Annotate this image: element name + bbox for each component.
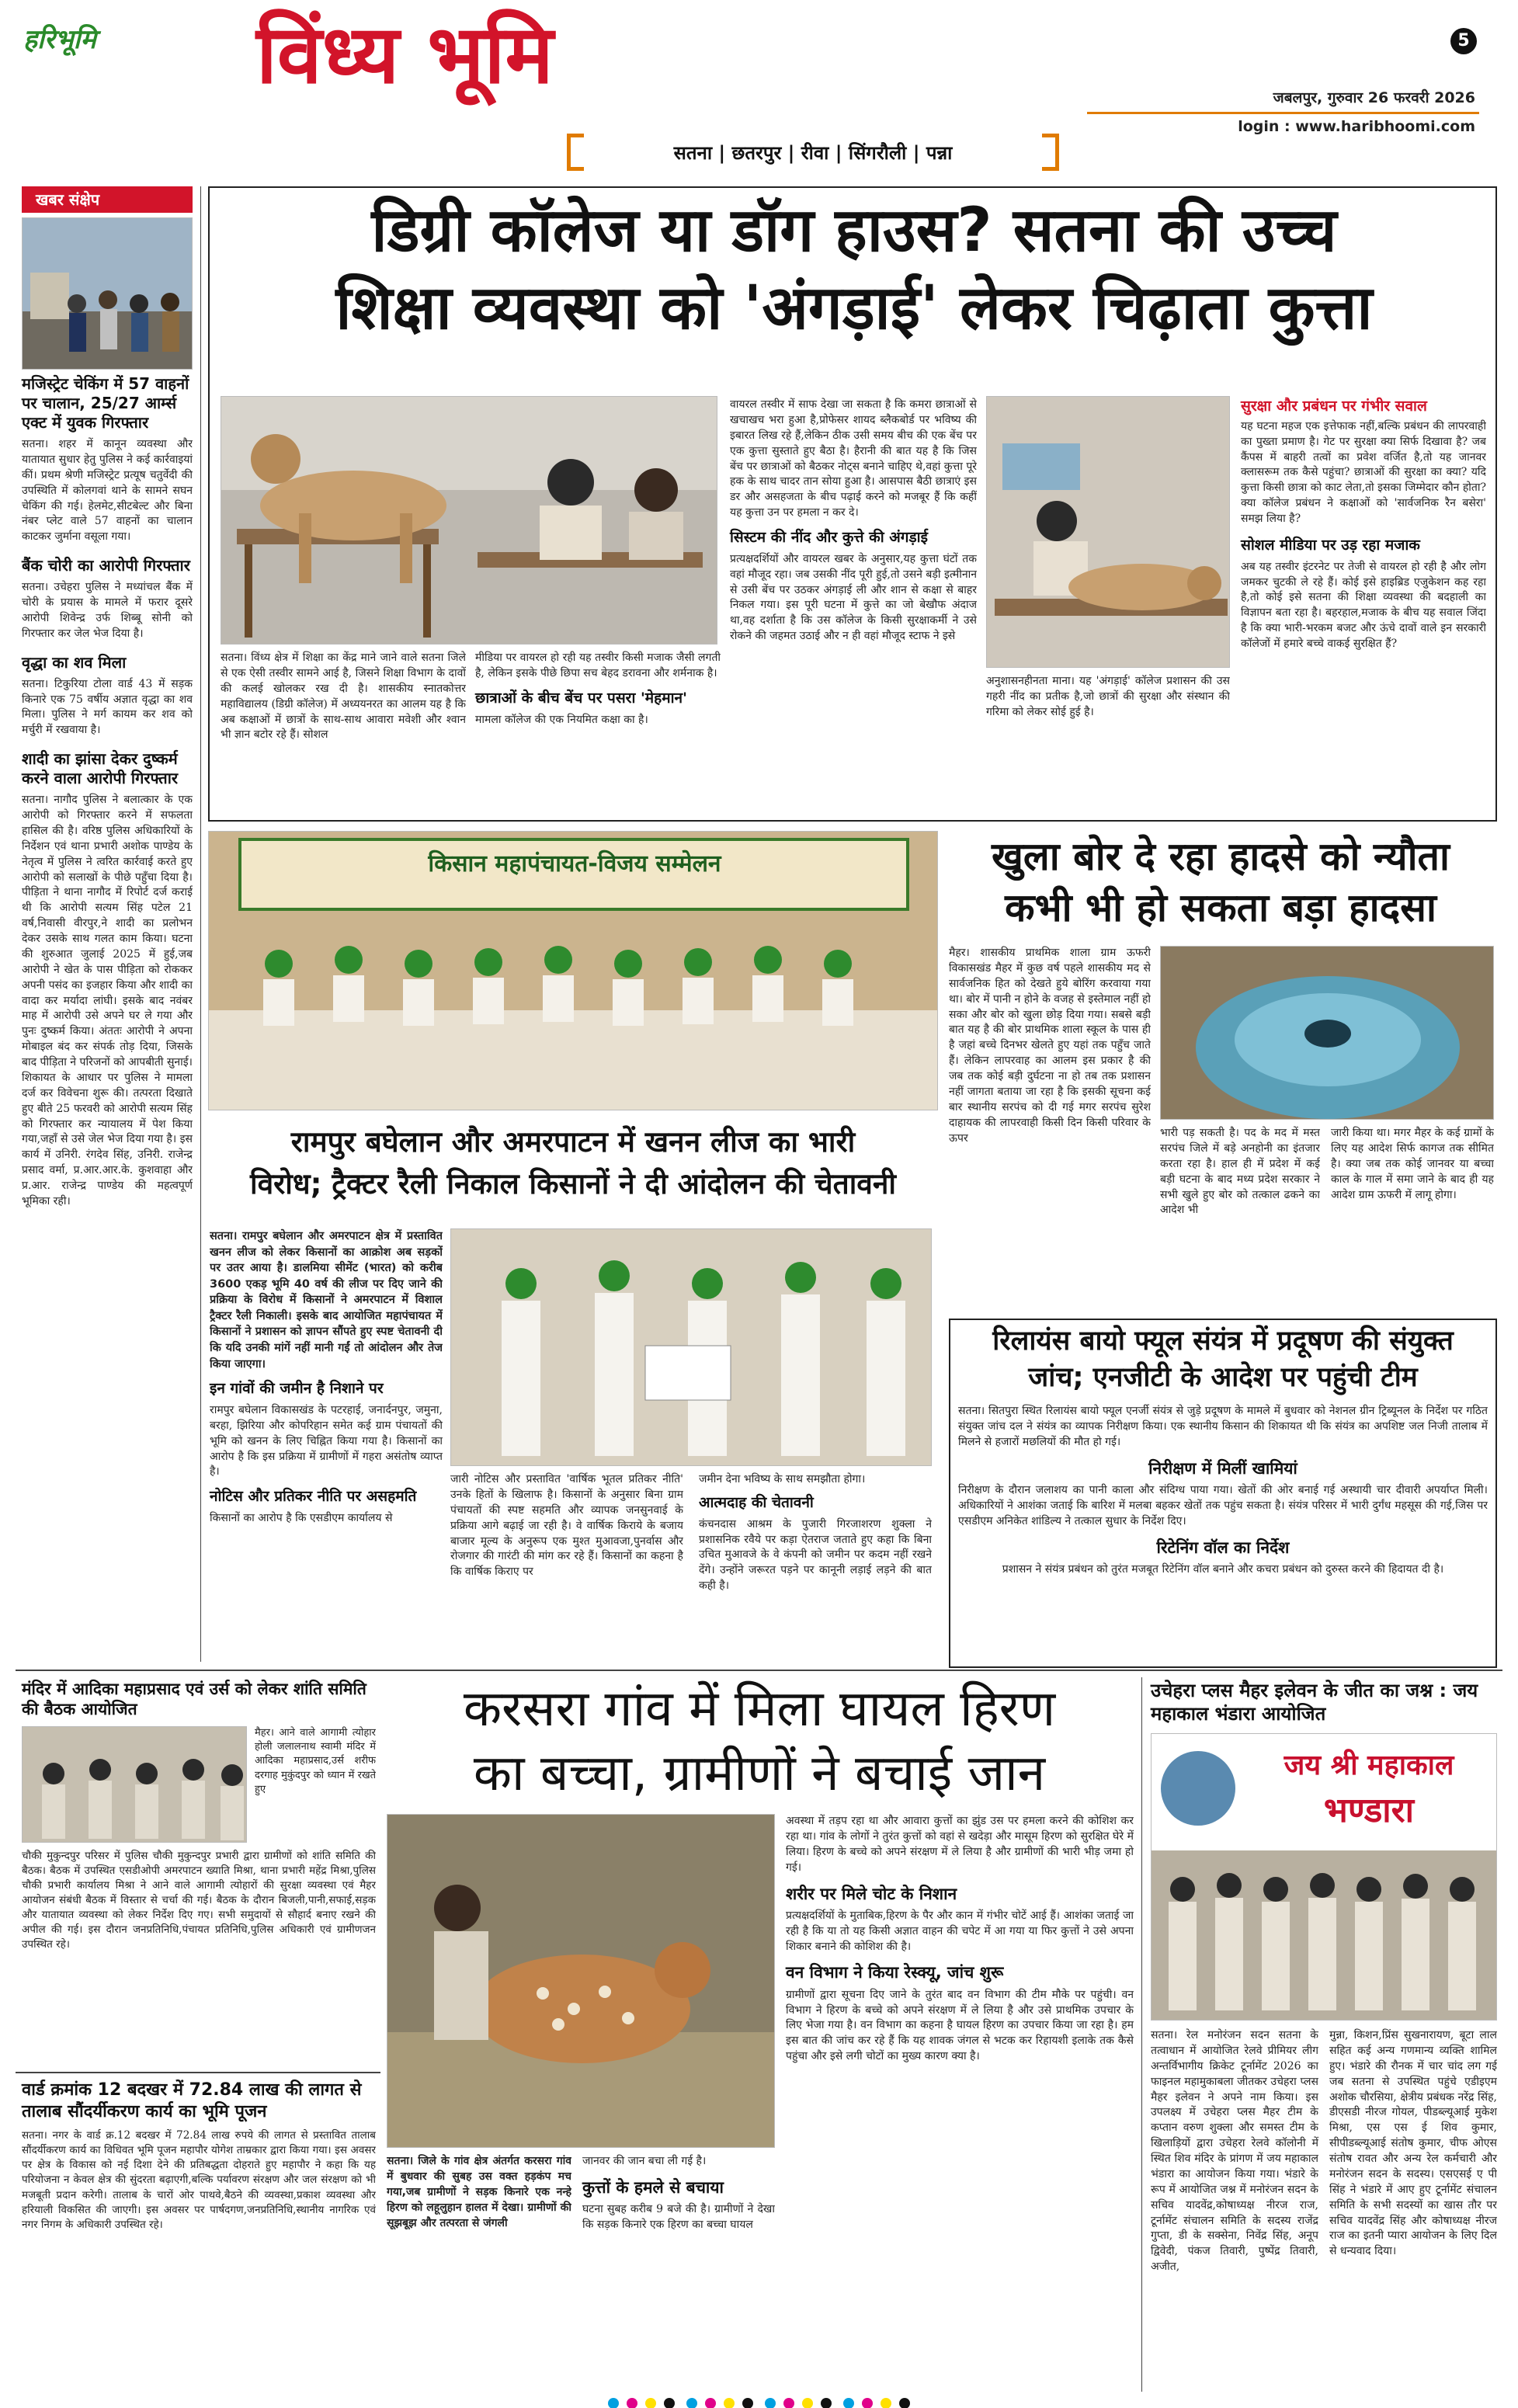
eleven-story [1151, 1679, 1497, 2390]
peace-meeting-photo [22, 1726, 247, 1843]
eleven-col-2: मुन्ना, किशन,प्रिंस सुखनारायण, बूटा लाल सहित कई अन्य गणमान्य व्यक्ति शामिल हुए। भंडारे की रौनक में चार चांद लग गई जब सतना से उपस्थित पहुंचे एडीइएम अशोक चौरसिया, क्षेत्रीय प्रबंधक नरेंद्र सिंह, डीएसडी नीरज गोयल, पीडब्ल्यूआई मुकेश मिश्रा, एस एस ई शिव कुमार, सीपीडब्ल्यूआई संतोष कुमार, चीफ ओएस संतोष रावत और अन्य रेल कर्मचारी और मनोरंजन सदन के सदस्य। एसएसई ए पी सिंह ने भंडारे में आए हुए टूर्नामेंट संचालन समिति के सभी सदस्यों का खास तौर पर सचिव यादवेंद्र सिंह और कोषाध्यक्ष नीरज राज का इतनी प्यारा आयोजन के लिए दिल से धन्यवाद दिया। [1329, 2029, 1497, 2258]
lead-col-5: सुरक्षा और प्रबंधन पर गंभीर सवाल यह घटना महज एक इत्तेफाक नहीं,बल्कि प्रबंधन की लापरवाही का पुख्ता प्रमाण है। गेट पर सुरक्षा क्या सिर्फ दिखावा है? जब कैंपस में बाहरी तत्वों का प्रवेश वर्जित है,तो यह जानवर क्लासरूम तक कैसे पहुंचा? छात्राओं की सुरक्षा का क्या? यदि कुत्ता किसी छात्रा को काट लेता,तो इसका जिम्मेदार कौन होता? क्या कॉलेज प्रबंधन ने कक्षाओं को 'सार्वजनिक रैन बसेरा' समझ लिया है? सोशल मीडिया पर उड़ रहा मजाक अब यह तस्वीर इंटरनेट पर तेजी से वायरल हो रही है और लोग जमकर चुटकी ले रहे हैं। कोई इसे हाइब्रिड एजुकेशन कह रहा है,तो कोई इसे सतना की शिक्षा व्यवस्था की बदहाली का विज्ञापन बता रहा है। बहरहाल,मजाक के बीच यह सवाल जिंदा है कि क्या भारी-भरकम बजट और ऊंचे दावों वाले इन सरकारी कॉलेजों में हमारे बच्चे वाकई सुरक्षित हैं? [1241, 398, 1486, 650]
pond-story [22, 2080, 376, 2390]
deer-subhead: वन विभाग ने किया रेस्क्यू, जांच शुरू [786, 1963, 1004, 1982]
lead-col-1: सतना। विंध्य क्षेत्र में शिक्षा का केंद्र माने जाने वाले सतना जिले से एक ऐसी तस्वीर सामने आई है, जिसने शिक्षा विभाग के दावों की कलई खोलकर रख दी है। शासकीय स्नातकोत्तर महाविद्यालय (डिग्री कॉलेज) में अध्ययनरत का आलम यह है कि अब कक्षाओं में छात्रों के साथ-साथ आवारा मवेशी और श्वान भी ज्ञान बटोर रहे हैं। सोशल [221, 652, 466, 742]
eleven-col-1: सतना। रेल मनोरंजन सदन सतना के तत्वाधान में आयोजित रेलवे प्रीमियर लीग अन्तर्विभागीय क्रिकेट टूर्नामेंट 2026 का फाइनल महामुकाबला जीतकर उचेहरा प्लस मैहर इलेवन ने अपने नाम किया। इस उपलक्ष्य में उचेहरा प्लस मैहर टीम के कप्तान वरुण शुक्ला और समस्त टीम के खिलाड़ियों द्वारा उचेहरा रेलवे कॉलोनी में स्थित शिव मंदिर के प्रांगण में जय महाकाल भंडारा का आयोजन किया गया। भंडारे के रूप में आयोजित जश्न में मनोरंजन सदन के सचिव यादवेंद्र,कोषाध्यक्ष नीरज राज, टूर्नामेंट संचालन समिति के सदस्य राजेंद्र गुप्ता, डी के सक्सेना, निवेंद्र सिंह, अनूप द्विवेदी, पंकज तिवारी, पुष्पेंद्र तिवारी, अजीत, [1151, 2029, 1318, 2274]
brief-body: सतना। शहर में कानून व्यवस्था और यातायात सुधार हेतु पुलिस ने कई कार्रवाइयां कीं। प्रथम श्रेणी मजिस्ट्रेट प्रत्यूष चतुर्वेदी की उपस्थिति में कोलगवां थाने के सामने सघन चेकिंग की गई। हेलमेट,सीटबेल्ट और बिना नंबर प्लेट वाले 57 वाहनों का चालान काटकर जुर्माना वसूला गया। [22, 438, 193, 544]
rally-headline: रामपुर बघेलान और अमरपाटन में खनन लीज का भारी विरोध; ट्रैक्टर रैली निकाल किसानों ने दी आंदोलन की चेतावनी [250, 1125, 896, 1201]
sidebar-label: खबर संक्षेप [22, 186, 193, 213]
injured-deer-photo [387, 1814, 775, 2148]
dateline: जबलपुर, गुरुवार 26 फरवरी 2026 [1273, 89, 1475, 106]
rally-subhead: नोटिस और प्रतिकर नीति पर असहमति [210, 1488, 417, 1506]
lead-subhead: छात्राओं के बीच बेंच पर पसरा 'मेहमान' [475, 689, 687, 707]
sleeping-dog-illustration [987, 397, 1230, 668]
checking-scene-illustration [23, 218, 193, 370]
brief-headline: बैंक चोरी का आरोपी गिरफ्तार [22, 556, 190, 575]
pond-body: सतना। नगर के वार्ड क्र.12 बदखर में 72.84 लाख रुपये की लागत से प्रस्तावित तालाब सौंदर्यीकरण कार्य का विधिवत भूमि पूजन महापौर योगेश ताम्रकार द्वारा किया गया। इस अवसर पर क्षेत्र के विकास को नई दिशा देने की प्रतिबद्धता दोहराते हुए महापौर ने कहा कि यह परियोजना न केवल क्षेत्र की सुंदरता बढ़ाएगी,बल्कि पर्यावरण संरक्षण और जल संरक्षण को भी मजबूती प्रदान करेगी। तालाब के चारों ओर पाथवे,बैठने की व्यवस्था,प्रकाश व्यवस्था और हरियाली विकसित की जाएगी। इस अवसर पर पार्षदगण,जनप्रतिनिधि,स्थानीय नागरिक एवं नगर निगम के अधिकारी उपस्थित रहे। [22, 2129, 376, 2231]
dog-classroom-photo [221, 396, 717, 645]
briefs-column [22, 374, 193, 1663]
orange-rule [1087, 112, 1479, 114]
borewell-col-1: मैहर। शासकीय प्राथमिक शाला ग्राम ऊफरी विकासखंड मैहर में कुछ वर्ष पहले शासकीय मद से सार्वजनिक हित को देखते हुये बोरिंग करवाया गया था। बोर में पानी न होने के वजह से इस्तेमाल नहीं हो सका और बोर को खुला छोड़ दिया गया। सबसे बड़ी बात यह है की बोर प्राथमिक शाला स्कूल के पास ही है जहां बच्चे दिनभर खेलते हुए यहां तक पहुँच जाते हैं। लेकिन लापरवाह का आलम इस प्रकार है की जब तक कोई बड़ी दुर्घटना ना हो तब तक प्रशासन नहीं जागता बताया जा रहा है कि इसकी सूचना कई बार स्थानीय सरपंच को दी गई मगर सरपंच सुरेश दाहायक की लापरवाही किसी दिन किसी परिवार के ऊपर [949, 947, 1151, 1145]
brief-body: सतना। उचेहरा पुलिस ने मध्यांचल बैंक में चोरी के प्रयास के मामले में फरार दूसरे आरोपी शिवेन्द्र उर्फ शिब्बू सोनी को गिरफ्तार कर जेल भेज दिया है। [22, 581, 193, 640]
lead-headline: डिग्री कॉलेज या डॉग हाउस? सतना की उच्च शिक्षा व्यवस्था को 'अंगड़ाई' लेकर चिढ़ाता कुत्ता [335, 196, 1373, 343]
dog-sleeping-photo [986, 396, 1230, 668]
lead-subhead: सोशल मीडिया पर उड़ रहा मजाक [1241, 536, 1420, 554]
brief-headline: मजिस्ट्रेट चेकिंग में 57 वाहनों पर चालान, 25/27 आर्म्स एक्ट में युवक गिरफ्तार [22, 374, 189, 432]
rally-col-2: जारी नोटिस और प्रस्तावित 'वार्षिक भूतल प्रतिकर नीति' उनके हितों के खिलाफ है। किसानों के अनुसार बिना ग्राम पंचायतों की स्पष्ट सहमति और व्यापक जनसुनवाई के प्रक्रिया आगे बढ़ाई जा रही है। वे वार्षिक किराये के बजाय बाजार मूल्य के अनुरूप एक मुश्त मुआवजा,पुनर्वास और रोजगार की गारंटी की मांग कर रहे हैं। किसानों का कहना है कि वार्षिक किराए पर [450, 1473, 683, 1579]
deer-col-a2: जानवर की जान बचा ली गई है। कुत्तों के हमले से बचाया घटना सुबह करीब 9 बजे की है। ग्रामीणों ने देखा कि सड़क किनारे एक हिरण का बच्चा घायल [582, 2155, 775, 2231]
vindhya-bhoomi-title: विंध्य भूमि [256, 7, 554, 102]
borewell-headline: खुला बोर दे रहा हादसे को न्यौता कभी भी हो सकता बड़ा हादसा [992, 834, 1450, 930]
lead-subhead: सिस्टम की नींद और कुत्ते की अंगड़ाई [730, 529, 928, 546]
brief-body: सतना। टिकुरिया टोला वार्ड 43 में सड़क किनारे एक 75 वर्षीय अज्ञात वृद्धा का शव मिला। पुलिस ने मर्ग कायम कर शव को मर्चुरी में रखवाया है। [22, 677, 193, 737]
borewell-col-2: भारी पड़ सकती है। पद के मद में मस्त सरपंच जिले में बड़े अनहोनी का इंतजार करता रहा है। हाल ही में प्रदेश में कई बड़ी घटना के बाद मध्य प्रदेश सरकार ने सभी खुले हुए बोर को तत्काल ढकने का आदेश भी [1160, 1127, 1320, 1217]
rally-subhead: आत्मदाह की चेतावनी [699, 1493, 814, 1511]
borewell-illustration [1161, 947, 1494, 1120]
section-divider [16, 2072, 380, 2073]
sidebar-divider [200, 186, 201, 1662]
temple-body: चौकी मुकुन्दपुर परिसर में पुलिस चौकी मुकुन्दपुर प्रभारी द्वारा ग्रामीणों को शांति समिति की बैठक। बैठक में उपस्थित एसडीओपी अमरपाटन ख्याति मिश्रा, थाना प्रभारी महेंद्र मिश्रा,पुलिस चौकी प्रभारी कार्यालय मिश्रा ने आने वाले आगामी त्योहारों की सुरक्षा व्यवस्था एवं मैहर आयोजन संबंधी बैठक में विस्तार से चर्चा की गई। बैठक के दौरान बिजली,पानी,सफाई,सड़क और यातायात व्यवस्था को लेकर निर्देश दिए गए। सभी समुदायों से सौहार्द बनाए रखने की अपील की गई। इस दौरान जनप्रतिनिधि,पंचायत प्रतिनिधि,पुलिस अधिकारी एवं ग्रामीणजन उपस्थित रहे। [22, 1849, 376, 1951]
reliance-subhead: निरीक्षण में मिलीं खामियां [1148, 1458, 1297, 1478]
magistrate-checking-photo [22, 217, 193, 370]
rally-col-1: सतना। रामपुर बघेलान और अमरपाटन क्षेत्र में प्रस्तावित खनन लीज को लेकर किसानों का आक्रोश अब सड़कों पर उतर आया है। डालमिया सीमेंट (भारत) को करीब 3600 एकड़ भूमि 40 वर्ष की लीज पर दिए जाने की प्रक्रिया के विरोध में किसानों ने अमरपाटन में विशाल ट्रैक्टर रैली निकाली। इसके बाद आयोजित महापंचायत में किसानों ने प्रशासन को ज्ञापन सौंपते हुए स्पष्ट चेतावनी दी कि यदि उनकी मांगें नहीं मानी गईं तो आंदोलन और तेज किया जाएगा। इन गांवों की जमीन है निशाने पर रामपुर बघेलान विकासखंड के पटरहाई, जनार्दनपुर, जमुना, बरहा, झिरिया और कोपरिहान समेत कई ग्राम पंचायतों की भूमि को खनन के लिए चिह्नित किया गया है। किसानों का आरोप है कि इस प्रक्रिया में ग्रामीणों में गहरा असंतोष व्याप्त है। नोटिस और प्रतिकर नीति पर असहमति किसानों का आरोप है कि एसडीएम कार्यालय से [210, 1230, 443, 1525]
rally-subhead: इन गांवों की जमीन है निशाने पर [210, 1380, 384, 1398]
login-link[interactable]: login : www.haribhoomi.com [1238, 118, 1475, 135]
deer-subhead: शरीर पर मिले चोट के निशान [786, 1884, 957, 1903]
mahapanchayat-banner: किसान महापंचायत-विजय सम्मेलन [428, 850, 721, 877]
open-borewell-photo [1160, 946, 1494, 1120]
mahakal-bhandara-photo [1151, 1733, 1497, 2021]
haribhoomi-logo: हरिभूमि [23, 24, 96, 55]
deer-headline: करसरा गांव में मिला घायल हिरण का बच्चा, ग्रामीणों ने बचाई जान [463, 1680, 1056, 1803]
memorandum-handover-photo [450, 1228, 932, 1466]
brief-headline: शादी का झांसा देकर दुष्कर्म करने वाला आरोपी गिरफ्तार [22, 749, 179, 788]
reliance-headline: रिलायंस बायो फ्यूल संयंत्र में प्रदूषण की संयुक्त जांच; एनजीटी के आदेश पर पहुंची टीम [992, 1326, 1454, 1394]
meeting-illustration [23, 1727, 247, 1843]
reliance-body: सतना। सितपुरा स्थित रिलायंस बायो फ्यूल एनर्जी संयंत्र से जुड़े प्रदूषण के मामले में बुधवार को नेशनल ग्रीन ट्रिब्यूनल के निर्देश पर गठित संयुक्त जांच दल ने संयंत्र का व्यापक निरीक्षण किया। एक स्थानीय किसान की शिकायत थी कि संयंत्र का अपशिष्ट जल निजी तालाब में मिलने से हजारों मछलियों की मौत हो गई। निरीक्षण में मिलीं खामियां निरीक्षण के दौरान जलाशय का पानी काला और संदिग्ध पाया गया। खेतों की ओर बनाई गई अस्थायी चार दीवारी अपर्याप्त मिली। अधिकारियों ने आशंका जताई कि बारिश में मलबा बहकर खेतों तक पहुंच सकता है। संयंत्र परिसर में भारी दुर्गंध महसूस की गई,जिस पर एसडीएम अनिकेत शांडिल्य ने तत्काल सुधार के निर्देश दिए। रिटेनिंग वॉल का निर्देश प्रशासन ने संयंत्र प्रबंधन को तुरंत मजबूत रिटेनिंग वॉल बनाने और कचरा प्रबंधन को दुरुस्त करने की हिदायत दी है। [958, 1405, 1488, 1576]
section-divider [1141, 1677, 1142, 2392]
borewell-col-3: जारी किया था। मगर मैहर के कई ग्रामों के लिए यह आदेश सिर्फ कागज तक सीमित है। क्या जब तक कोई जानवर या बच्चा काल के गाल में समा जाने के बाद ही यह आदेश ग्राम ऊफरी में लागू होगा। [1331, 1127, 1494, 1201]
lead-col-3: वायरल तस्वीर में साफ देखा जा सकता है कि कमरा छात्राओं से खचाखच भरा हुआ है,प्रोफेसर शायद ब्लैकबोर्ड पर भविष्य की इबारत लिख रहे हैं,लेकिन ठीक उसी समय बीच की एक बेंच पर एक कुत्ता सुस्ताते हुए बैठा है। हैरानी की बात यह है कि जिस बेंच पर छात्राओं को बैठकर नोट्स बनाने चाहिए थे,वहां कुत्ता पूरे हक के साथ चादर तान सोया हुआ है। आसपास बैठी छात्राएं इस डर और असहजता के बीच पढ़ाई करने को मजबूर हैं कि कहीं यह कुत्ता उन पर हमला न कर दे। सिस्टम की नींद और कुत्ते की अंगड़ाई प्रत्यक्षदर्शियों और वायरल खबर के अनुसार,यह कुत्ता घंटों तक वहां मौजूद रहा। जब उसकी नींद पूरी हुई,तो उसने बड़ी इत्मीनान से उसी बेंच पर उठकर अंगड़ाई ली और शान से कक्षा से बाहर निकल गया। इस पूरी घटना में कुत्ते का जो बेखौफ अंदाज था,वह दर्शाता है कि उस कॉलेज के किसी सुरक्षाकर्मी ने उसे रोकने की जहमत उठाई और न ही वहां मौजूद स्टाफ ने इसे [730, 398, 977, 643]
deer-subhead: कुत्तों के हमले से बचाया [582, 2177, 724, 2197]
eleven-headline: उचेहरा प्लस मैहर इलेवन के जीत का जश्न : जय महाकाल भंडारा आयोजित [1151, 1680, 1478, 1725]
deer-rescue-illustration [387, 1815, 775, 2148]
temple-intro: मैहर। आने वाले आगामी त्योहार होली जलालनाथ स्वामी मंदिर में आदिका महाप्रसाद,उर्स शरीफ दरगाह मुकुंदपुर को ध्यान में रखते हुए [255, 1726, 376, 1796]
temple-headline: मंदिर में आदिका महाप्रसाद एवं उर्स को लेकर शांति समिति की बैठक आयोजित [22, 1680, 366, 1719]
reliance-subhead: रिटेनिंग वॉल का निर्देश [1156, 1538, 1290, 1557]
section-divider [16, 1670, 1502, 1671]
bhandara-banner-line-2: भण्डारा [1323, 1791, 1415, 1830]
brief-body: सतना। नागौद पुलिस ने बलात्कार के एक आरोपी को गिरफ्तार करने में सफलता हासिल की है। वरिष्ठ पुलिस अधिकारियों के निर्देशन एवं थाना प्रभारी अशोक पाण्डेय के नेतृत्व में पुलिस ने त्वरित कार्रवाई करते हुए आरोपी को सलाखों के पीछे पहुँचा दिया है। पीड़िता ने थाना नागौद में रिपोर्ट दर्ज कराई थी कि आरोपी सत्यम सिंह पटेल 21 वर्ष,निवासी वीरपुर,ने शादी का प्रलोभन देकर उसके साथ गलत काम किया। घटना की शुरुआत जुलाई 2025 में हुई,जब आरोपी ने खेत के पास पीड़िता को रोककर अपनी पसंद का इजहार किया और शादी का वादा कर मर्यादा लांघी। इसके बाद नवंबर माह में आरोपी उसे अपने घर ले गया और पुनः दुष्कर्म किया। अंततः आरोपी ने अपना मोबाइल बंद कर संपर्क तोड़ दिया, जिसके बाद पीड़िता ने परिजनों को आपबीती सुनाई। शिकायत के आधार पर पुलिस ने मामला दर्ज कर विवेचना शुरू की। तत्परता दिखाते हुए बीते 25 फरवरी को आरोपी सत्यम सिंह को गिरफ्तार कर न्यायालय में पेश किया गया,जहाँ से उसे जेल भेज दिया गया है। इस कार्य में उनिरी. रंगदेव सिंह, उनिरी. राजेन्द्र प्रसाद वर्मा, प्र.आर.आर.के. कुशवाहा और प्र.आर. राजेन्द्र पाण्डेय की महत्वपूर्ण भूमिका रही। [22, 794, 193, 1207]
page-number: 5 [1450, 28, 1477, 54]
deer-col-a: सतना। जिले के गांव क्षेत्र अंतर्गत करसरा गांव में बुधवार की सुबह उस वक्त हड़कंप मच गया,जब ग्रामीणों ने सड़क किनारे एक नन्हे हिरण को लहूलुहान हालत में देखा। ग्रामीणों की सूझबूझ और तत्परता से जंगली [387, 2155, 571, 2229]
color-registration-strip [0, 2395, 1518, 2408]
dog-on-bench-illustration [221, 397, 717, 645]
district-bracket-right [1042, 134, 1059, 171]
rally-col-3: जमीन देना भविष्य के साथ समझौता होगा। आत्मदाह की चेतावनी कंचनदास आश्रम के पुजारी गिरजाशरण शुक्ला ने प्रशासनिक रवैये पर कड़ा ऐतराज जताते हुए कहा कि बिना उचित मुआवजे के वे कंपनी को जमीन पर कदम नहीं रखने देंगे। उन्होंने जरूरत पड़ने पर कानूनी लड़ाई लड़ने की बात कही है। [699, 1473, 932, 1593]
masthead [0, 0, 1518, 180]
district-list: सतना | छतरपुर | रीवा | सिंगरौली | पन्ना [673, 142, 953, 164]
lead-subhead: सुरक्षा और प्रबंधन पर गंभीर सवाल [1241, 398, 1427, 415]
pond-headline: वार्ड क्रमांक 12 बदखर में 72.84 लाख की लागत से तालाब सौंदर्यीकरण कार्य का भूमि पूजन [22, 2080, 362, 2121]
deer-col-b: अवस्था में तड़प रहा था और आवारा कुत्तों का झुंड उस पर हमला करने की कोशिश कर रहा था। गांव के लोगों ने तुरंत कुत्तों को वहां से खदेड़ा और मासूम हिरण को सुरक्षित घेरे में लिया। हिरण के बच्चे को अपने संरक्षण में ले लिया है और ग्रामीणों की भारी भीड़ जमा हो गई। शरीर पर मिले चोट के निशान प्रत्यक्षदर्शियों के मुताबिक,हिरण के पैर और कान में गंभीर चोटें आई हैं। आशंका जताई जा रही है कि या तो यह किसी अज्ञात वाहन की चपेट में आ गया या फिर कुत्तों ने उसे अपना शिकार बनाने की कोशिश की है। वन विभाग ने किया रेस्क्यू, जांच शुरू ग्रामीणों द्वारा सूचना दिए जाने के तुरंत बाद वन विभाग की टीम मौके पर पहुंची। वन विभाग ने हिरण के बच्चे को अपने संरक्षण में ले लिया है और उसे प्राथमिक उपचार के लिए भेजा गया है। वन विभाग का कहना है घायल हिरण का उपचार किया जा रहा है। हम इस बात की जांच कर रहे हैं कि यह शावक जंगल से भटक कर रिहायशी इलाके तक कैसे पहुंचा और इसे लगी चोटों का मुख्य कारण क्या है। [786, 1815, 1134, 2063]
brief-headline: वृद्धा का शव मिला [22, 652, 127, 672]
lead-col-2: मीडिया पर वायरल हो रही यह तस्वीर किसी मजाक जैसी लगती है, लेकिन इसके पीछे छिपा सच बेहद डरावना और शर्मनाक है। छात्राओं के बीच बेंच पर पसरा 'मेहमान' मामला कॉलेज की एक नियमित कक्षा का है। [475, 652, 721, 726]
bhandara-banner-line-1: जय श्री महाकाल [1284, 1750, 1454, 1781]
temple-story [22, 1679, 376, 2067]
district-bracket-left [567, 134, 584, 171]
lead-col-4: अनुशासनहीनता माना। यह 'अंगड़ाई' कॉलेज प्रशासन की उस गहरी नींद का प्रतीक है,जो छात्रों की सुरक्षा और संस्थान की गरिमा को लेकर सोई हुई है। [986, 675, 1230, 718]
memorandum-illustration [451, 1229, 932, 1466]
